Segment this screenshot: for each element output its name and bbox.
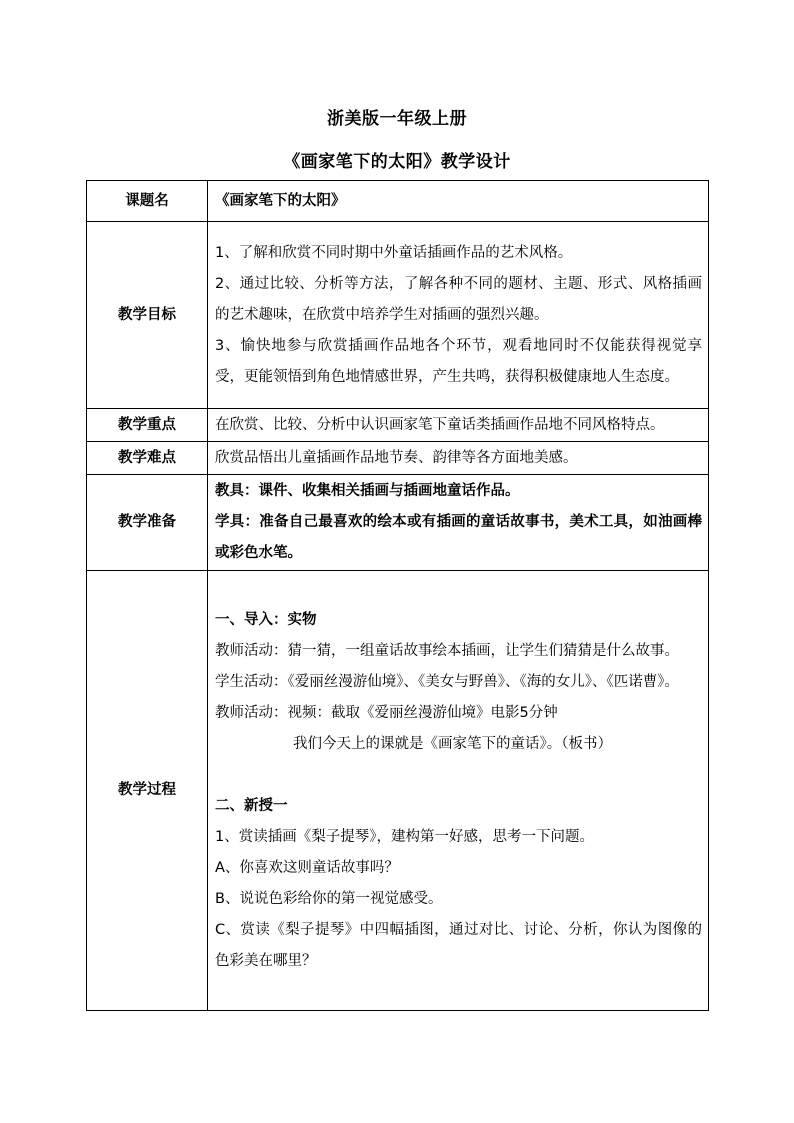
goal-item-3: 3、愉快地参与欣赏插画作品地各个环节，观看地同时不仅能获得视觉享受，更能领悟到角色地情感世界，产生共鸣，获得积极健康地人生态度。 <box>215 337 702 385</box>
difficulties-value: 欣赏品悟出儿童插画作品地节奏、韵律等各方面地美感。 <box>208 442 709 475</box>
table-row-key-points <box>87 409 709 442</box>
process-question-c: C、赏读《梨子提琴》中四幅插图，通过对比、讨论、分析，你认为图像的色彩美在哪里？ <box>215 921 702 969</box>
goals-content <box>208 222 709 409</box>
process-student-activity: 学生活动：《爱丽丝漫游仙境》、《美女与野兽》、《海的女儿》、《匹诺曹》。 <box>215 673 679 690</box>
table-row-preparation <box>87 475 709 571</box>
process-section1-heading: 一、导入：实物 <box>215 611 317 628</box>
goals-label: 教学目标 <box>87 222 208 409</box>
goal-item-2: 2、通过比较、分析等方法，了解各种不同的题材、主题、形式、风格插画的艺术趣味，在欣赏中培养学生对插画的强烈兴趣。 <box>215 275 702 323</box>
document-title: 浙美版一年级上册 <box>327 109 467 129</box>
table-row-difficulties <box>87 442 709 475</box>
goal-item-1: 1、了解和欣赏不同时期中外童话插画作品的艺术风格。 <box>215 244 573 261</box>
table-row-process <box>87 571 709 1011</box>
process-content <box>208 571 709 1011</box>
table-row-course <box>87 181 709 222</box>
process-label: 教学过程 <box>87 571 208 1011</box>
process-step-1: 1、赏读插画《梨子提琴》，建构第一好感，思考一下问题。 <box>215 828 594 845</box>
process-section2-heading: 二、新授一 <box>215 797 288 814</box>
preparation-content <box>208 475 709 571</box>
preparation-label: 教学准备 <box>87 475 208 571</box>
key-points-value: 在欣赏、比较、分析中认识画家笔下童话类插画作品地不同风格特点。 <box>208 409 709 442</box>
key-points-label: 教学重点 <box>87 409 208 442</box>
process-teacher-activity-2: 教师活动：视频：截取《爱丽丝漫游仙境》电影5分钟 <box>215 704 558 721</box>
difficulties-label: 教学难点 <box>87 442 208 475</box>
course-label: 课题名 <box>87 181 208 222</box>
process-spacer <box>215 760 702 791</box>
process-question-a: A、你喜欢这则童话故事吗？ <box>215 859 399 876</box>
process-board-line: 我们今天上的课就是《画家笔下的童话》。（板书） <box>293 735 612 752</box>
process-question-b: B、说说色彩给你的第一视觉感受。 <box>215 890 443 907</box>
course-value: 《画家笔下的太阳》 <box>208 181 709 222</box>
table-row-goals <box>87 222 709 409</box>
lesson-plan-table <box>86 180 709 1011</box>
document-subtitle: 《画家笔下的太阳》教学设计 <box>283 152 511 172</box>
process-teacher-activity-1: 教师活动：猜一猜，一组童话故事绘本插画，让学生们猜猜是什么故事。 <box>215 642 679 659</box>
preparation-teacher: 教具：课件、收集相关插画与插画地童话作品。 <box>215 483 520 499</box>
preparation-student: 学具：准备自己最喜欢的绘本或有插画的童话故事书，美术工具，如油画棒或彩色水笔。 <box>215 514 702 561</box>
